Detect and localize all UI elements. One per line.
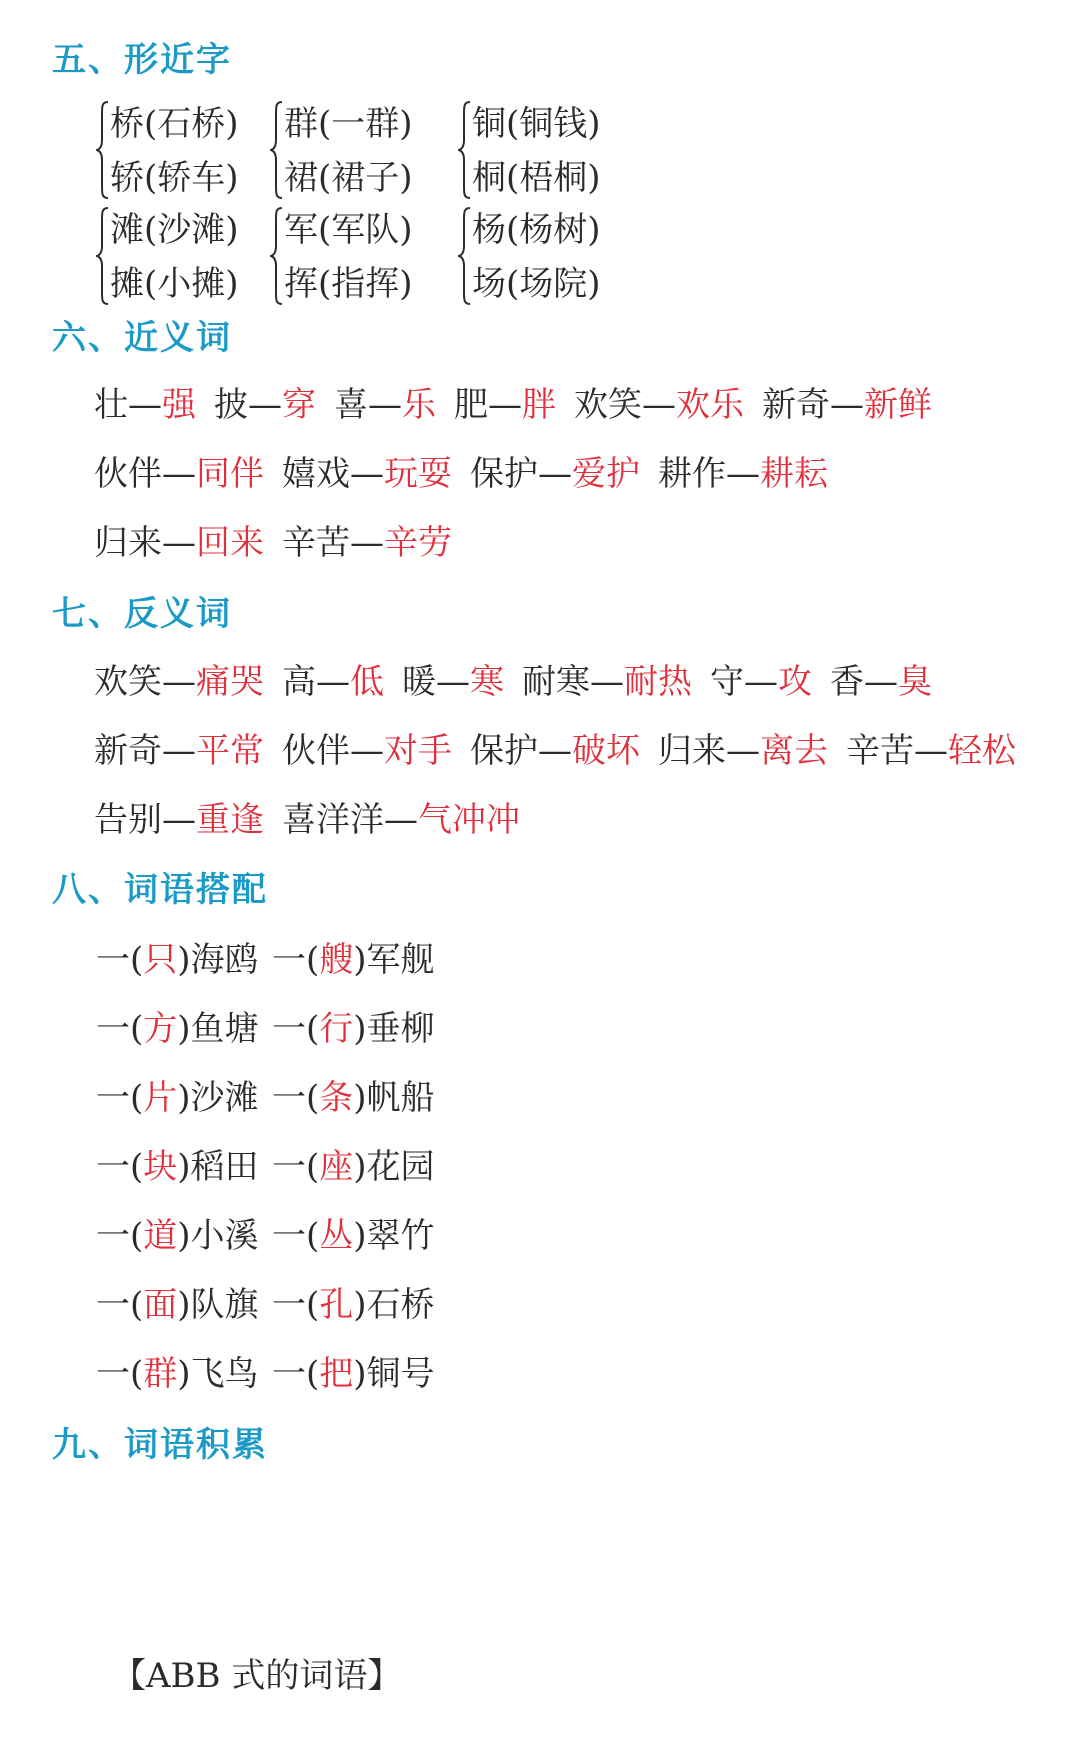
prefix: 一(: [272, 1147, 320, 1187]
shape-word: 裙(裙子): [284, 158, 413, 198]
antonym-pair: [402, 662, 504, 702]
word: 披: [214, 385, 248, 425]
collocation-item: [272, 1285, 435, 1325]
abb-words-heading: 【ABB 式的词语】: [112, 1656, 402, 1696]
dash: —: [726, 731, 760, 771]
answer-word: 耐热: [624, 662, 692, 702]
antonym-pair: [282, 662, 384, 702]
word: 归来: [658, 731, 726, 771]
noun: )鱼塘: [177, 1009, 259, 1049]
answer-word: 平常: [196, 731, 264, 771]
answer-word: 耕耘: [760, 454, 828, 494]
antonym-pair: [94, 731, 264, 771]
answer-word: 低: [350, 662, 384, 702]
collocation-item: [96, 1216, 259, 1256]
shape-word: 挥(指挥): [284, 264, 413, 304]
answer-word: 同伴: [196, 454, 264, 494]
answer-word: 攻: [778, 662, 812, 702]
synonym-pair: [94, 385, 196, 425]
synonym-pair: [574, 385, 744, 425]
noun: )石桥: [353, 1285, 435, 1325]
dash: —: [744, 662, 778, 702]
measure-word: 道: [143, 1216, 178, 1256]
noun: )沙滩: [177, 1078, 259, 1118]
dash: —: [488, 385, 522, 425]
shape-word: 场(场院): [472, 264, 601, 304]
synonym-pair: [470, 454, 640, 494]
prefix: 一(: [96, 1354, 144, 1394]
synonym-pair: [454, 385, 556, 425]
answer-word: 臭: [898, 662, 932, 702]
answer-word: 爱护: [572, 454, 640, 494]
collocation-item: [272, 1354, 435, 1394]
collocation-item: [272, 1009, 435, 1049]
word: 辛苦: [846, 731, 914, 771]
shape-pair: [270, 204, 470, 310]
dash: —: [590, 662, 624, 702]
shape-word: 铜(铜钱): [472, 104, 601, 144]
dash: —: [248, 385, 282, 425]
word: 辛苦: [282, 523, 350, 563]
word: 新奇: [94, 731, 162, 771]
answer-word: 轻松: [948, 731, 1016, 771]
noun: )小溪: [177, 1216, 259, 1256]
prefix: 一(: [272, 940, 320, 980]
synonym-pair: [94, 454, 264, 494]
measure-word: 片: [143, 1078, 178, 1118]
shape-word: 桐(梧桐): [472, 158, 601, 198]
prefix: 一(: [96, 1285, 144, 1325]
prefix: 一(: [96, 1078, 144, 1118]
dash: —: [726, 454, 760, 494]
measure-word: 方: [143, 1009, 178, 1049]
antonym-pair: [282, 731, 452, 771]
noun: )铜号: [353, 1354, 435, 1394]
measure-word: 座: [319, 1147, 354, 1187]
word: 守: [710, 662, 744, 702]
brace-icon: [270, 206, 284, 306]
shape-pair: [96, 98, 296, 204]
noun: )稻田: [177, 1147, 259, 1187]
synonym-pair: [282, 523, 452, 563]
answer-word: 破坏: [572, 731, 640, 771]
measure-word: 群: [143, 1354, 178, 1394]
prefix: 一(: [96, 940, 144, 980]
measure-word: 只: [143, 940, 178, 980]
word: 高: [282, 662, 316, 702]
answer-word: 痛哭: [196, 662, 264, 702]
word: 耕作: [658, 454, 726, 494]
answer-word: 穿: [282, 385, 316, 425]
collocation-item: [96, 1285, 259, 1325]
measure-word: 把: [319, 1354, 354, 1394]
word: 欢笑: [574, 385, 642, 425]
word: 欢笑: [94, 662, 162, 702]
prefix: 一(: [96, 1216, 144, 1256]
antonym-row: [94, 800, 538, 840]
word: 嬉戏: [282, 454, 350, 494]
collocation-item: [272, 1078, 435, 1118]
word: 喜洋洋: [282, 800, 384, 840]
answer-word: 气冲冲: [418, 800, 520, 840]
brace-icon: [458, 206, 472, 306]
synonym-pair: [282, 454, 452, 494]
answer-word: 重逢: [196, 800, 264, 840]
shape-pair: [270, 98, 470, 204]
section-heading-synonyms: 六、近义词: [52, 318, 232, 358]
antonym-pair: [94, 662, 264, 702]
dash: —: [642, 385, 676, 425]
dash: —: [350, 731, 384, 771]
answer-word: 玩耍: [384, 454, 452, 494]
word: 新奇: [762, 385, 830, 425]
word: 保护: [470, 454, 538, 494]
noun: )海鸥: [177, 940, 259, 980]
dash: —: [162, 731, 196, 771]
measure-word: 孔: [319, 1285, 354, 1325]
dash: —: [162, 523, 196, 563]
dash: —: [162, 662, 196, 702]
collocation-item: [96, 1147, 259, 1187]
dash: —: [162, 800, 196, 840]
noun: )飞鸟: [177, 1354, 259, 1394]
synonym-pair: [762, 385, 932, 425]
word: 喜: [334, 385, 368, 425]
word: 伙伴: [94, 454, 162, 494]
word: 肥: [454, 385, 488, 425]
shape-word: 桥(石桥): [110, 104, 239, 144]
noun: )帆船: [353, 1078, 435, 1118]
antonym-pair: [282, 800, 520, 840]
prefix: 一(: [272, 1009, 320, 1049]
brace-icon: [458, 100, 472, 200]
section-heading-collocations: 八、词语搭配: [52, 870, 268, 910]
antonym-pair: [94, 800, 264, 840]
answer-word: 胖: [522, 385, 556, 425]
dash: —: [350, 523, 384, 563]
noun: )花园: [353, 1147, 435, 1187]
dash: —: [914, 731, 948, 771]
prefix: 一(: [272, 1354, 320, 1394]
collocation-item: [272, 1147, 435, 1187]
answer-word: 离去: [760, 731, 828, 771]
section-heading-accumulation: 九、词语积累: [52, 1425, 268, 1465]
shape-pair: [458, 204, 658, 310]
answer-word: 乐: [402, 385, 436, 425]
section-heading-shape-similar: 五、形近字: [52, 40, 232, 80]
answer-word: 强: [162, 385, 196, 425]
shape-word: 轿(轿车): [110, 158, 239, 198]
brace-icon: [270, 100, 284, 200]
word: 香: [830, 662, 864, 702]
dash: —: [436, 662, 470, 702]
word: 暖: [402, 662, 436, 702]
antonym-pair: [522, 662, 692, 702]
prefix: 一(: [96, 1009, 144, 1049]
dash: —: [316, 662, 350, 702]
measure-word: 艘: [319, 940, 354, 980]
measure-word: 条: [319, 1078, 354, 1118]
measure-word: 丛: [319, 1216, 354, 1256]
measure-word: 行: [319, 1009, 354, 1049]
brace-icon: [96, 100, 110, 200]
synonym-row: [94, 385, 950, 425]
prefix: 一(: [272, 1285, 320, 1325]
shape-word: 滩(沙滩): [110, 210, 239, 250]
antonym-row: [94, 662, 950, 702]
shape-pair: [96, 204, 296, 310]
dash: —: [538, 731, 572, 771]
antonym-row: [94, 731, 1034, 771]
noun: )垂柳: [353, 1009, 435, 1049]
answer-word: 对手: [384, 731, 452, 771]
synonym-row: [94, 454, 846, 494]
shape-pair: [458, 98, 658, 204]
antonym-pair: [470, 731, 640, 771]
collocation-item: [96, 1078, 259, 1118]
word: 伙伴: [282, 731, 350, 771]
noun: )翠竹: [353, 1216, 435, 1256]
answer-word: 辛劳: [384, 523, 452, 563]
prefix: 一(: [272, 1216, 320, 1256]
shape-word: 摊(小摊): [110, 264, 239, 304]
shape-word: 杨(杨树): [472, 210, 601, 250]
synonym-row: [94, 523, 470, 563]
synonym-pair: [658, 454, 828, 494]
measure-word: 块: [143, 1147, 178, 1187]
synonym-pair: [214, 385, 316, 425]
antonym-pair: [710, 662, 812, 702]
synonym-pair: [334, 385, 436, 425]
prefix: 一(: [96, 1147, 144, 1187]
noun: )军舰: [353, 940, 435, 980]
dash: —: [128, 385, 162, 425]
measure-word: 面: [143, 1285, 178, 1325]
dash: —: [864, 662, 898, 702]
shape-word: 群(一群): [284, 104, 413, 144]
dash: —: [162, 454, 196, 494]
antonym-pair: [830, 662, 932, 702]
dash: —: [384, 800, 418, 840]
answer-word: 新鲜: [864, 385, 932, 425]
answer-word: 欢乐: [676, 385, 744, 425]
word: 壮: [94, 385, 128, 425]
word: 归来: [94, 523, 162, 563]
collocation-item: [272, 940, 435, 980]
dash: —: [830, 385, 864, 425]
prefix: 一(: [272, 1078, 320, 1118]
antonym-pair: [846, 731, 1016, 771]
brace-icon: [96, 206, 110, 306]
word: 耐寒: [522, 662, 590, 702]
dash: —: [350, 454, 384, 494]
word: 告别: [94, 800, 162, 840]
word: 保护: [470, 731, 538, 771]
antonym-pair: [658, 731, 828, 771]
collocation-item: [96, 1009, 259, 1049]
collocation-item: [272, 1216, 435, 1256]
section-heading-antonyms: 七、反义词: [52, 594, 232, 634]
shape-word: 军(军队): [284, 210, 413, 250]
dash: —: [538, 454, 572, 494]
collocation-item: [96, 940, 259, 980]
answer-word: 寒: [470, 662, 504, 702]
noun: )队旗: [177, 1285, 259, 1325]
synonym-pair: [94, 523, 264, 563]
dash: —: [368, 385, 402, 425]
collocation-item: [96, 1354, 259, 1394]
answer-word: 回来: [196, 523, 264, 563]
